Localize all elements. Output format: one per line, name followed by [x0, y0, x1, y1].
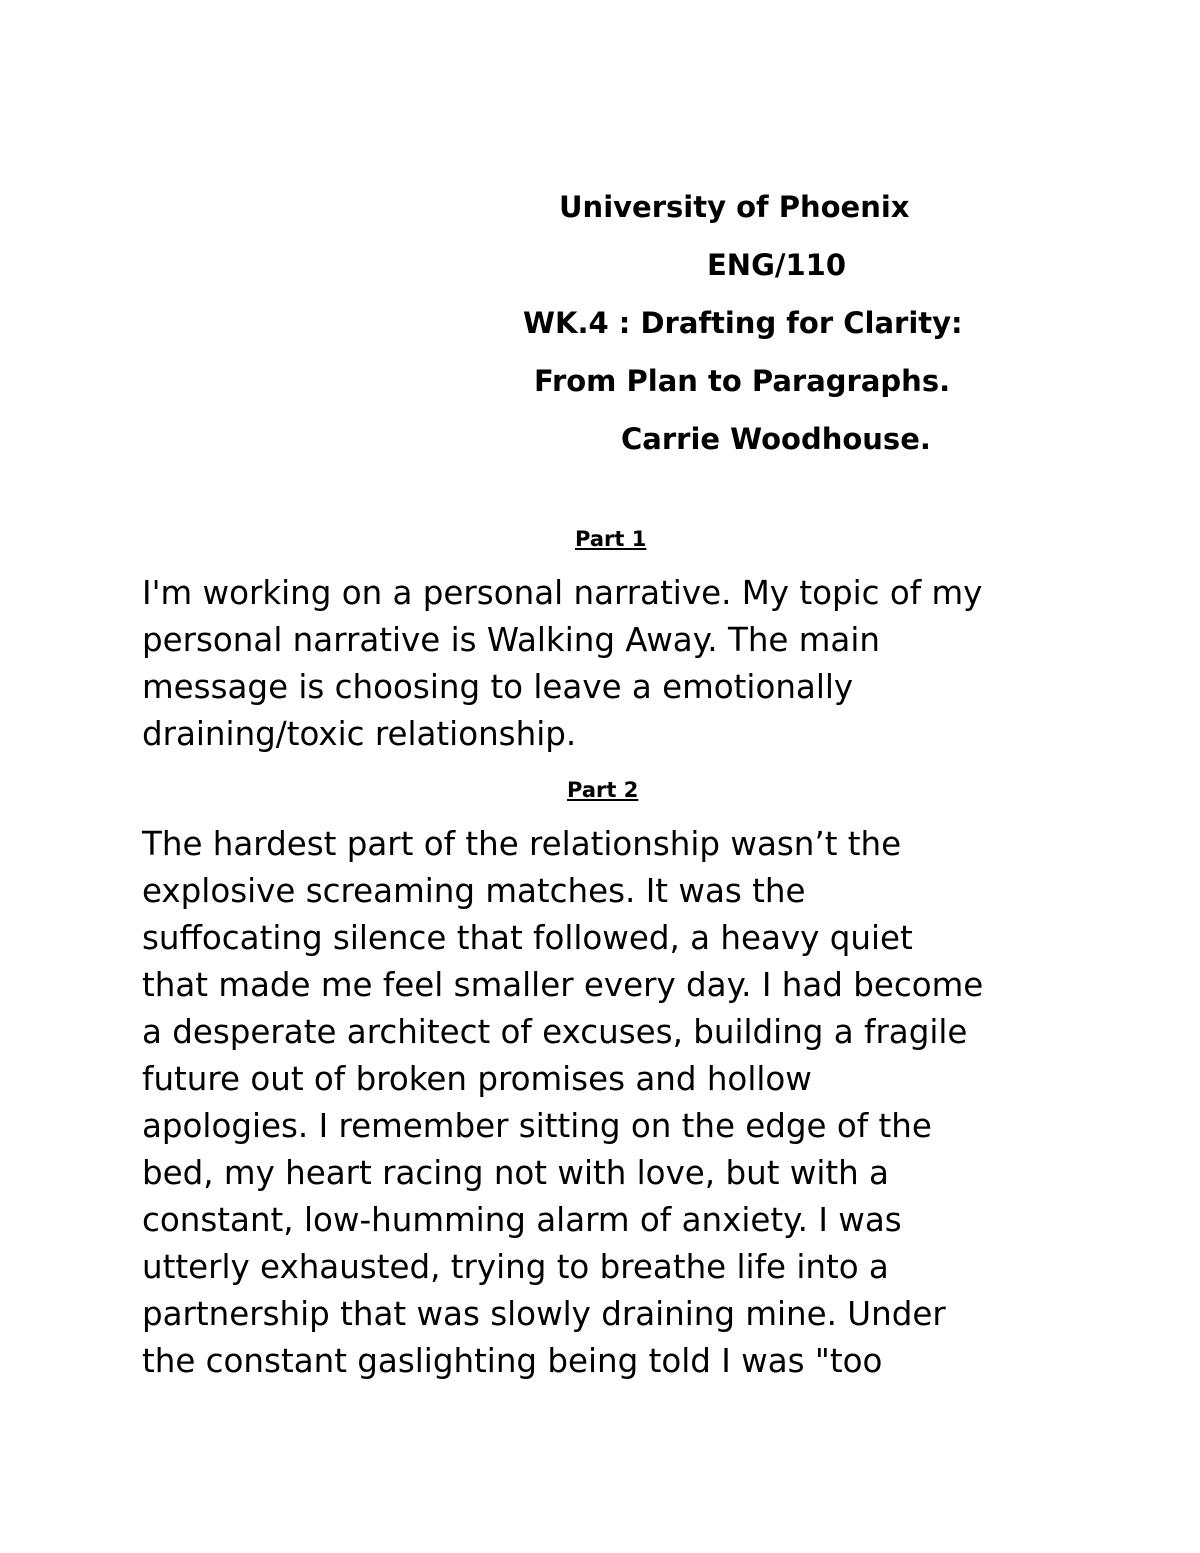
part-2-line: explosive screaming matches. It was the [142, 872, 806, 910]
course-code: ENG/110 [707, 248, 847, 282]
part-2-line: apologies. I remember sitting on the edge of the [142, 1107, 932, 1145]
part-1-line: message is choosing to leave a emotionally [142, 668, 854, 706]
part-2-line: that made me feel smaller every day. I had become [142, 966, 984, 1004]
institution-name: University of Phoenix [559, 190, 910, 224]
part-2-heading: Part 2 [567, 778, 639, 802]
part-2-line: partnership that was slowly draining mine. Under [142, 1295, 946, 1333]
part-1-line: I'm working on a personal narrative. My topic of my [142, 574, 983, 612]
part-2-line: The hardest part of the relationship wasn’t the [142, 825, 902, 863]
part-2-line: the constant gaslighting being told I was "too [142, 1342, 883, 1380]
part-1-heading: Part 1 [575, 527, 647, 551]
author-name: Carrie Woodhouse. [621, 422, 931, 456]
part-2-line: constant, low-humming alarm of anxiety. I was [142, 1201, 902, 1239]
part-1-line: personal narrative is Walking Away. The main [142, 621, 880, 659]
part-2-line: suffocating silence that followed, a heavy quiet [142, 919, 913, 957]
part-2-line: future out of broken promises and hollow [142, 1060, 812, 1098]
part-2-line: a desperate architect of excuses, building a fragile [142, 1013, 968, 1051]
part-1-line: draining/toxic relationship. [142, 715, 577, 753]
assignment-title-line-1: WK.4 : Drafting for Clarity: [523, 306, 963, 340]
part-2-line: utterly exhausted, trying to breathe life into a [142, 1248, 889, 1286]
assignment-title-line-2: From Plan to Paragraphs. [534, 364, 951, 398]
part-2-line: bed, my heart racing not with love, but with a [142, 1154, 889, 1192]
